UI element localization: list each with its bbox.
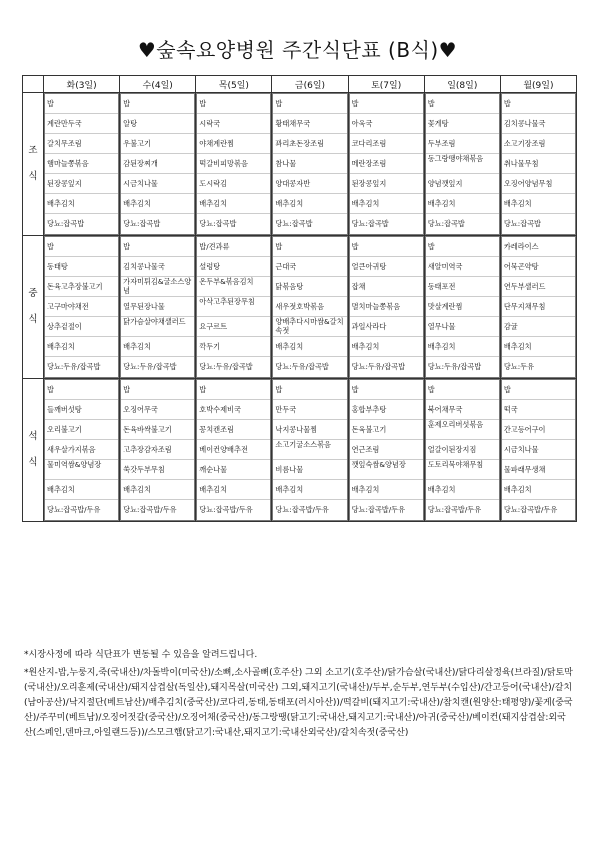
menu-item: 연근조림	[350, 440, 423, 460]
menu-item: 당뇨:잡곡밥/두유	[275, 505, 329, 515]
menu-item: 도시락김	[197, 174, 270, 194]
meal-label-char: 식	[28, 314, 38, 325]
menu-item: 밥	[121, 237, 194, 257]
menu-item: 떡갈비피망볶음	[197, 154, 270, 174]
menu-item: 갈치무조림	[45, 134, 118, 154]
day-header: 월(9일)	[500, 76, 576, 93]
menu-item: 두부조림	[426, 134, 499, 154]
menu-item: 꽁치캔조림	[197, 420, 270, 440]
menu-item: 온두부&볶음김치	[197, 277, 270, 297]
menu-item-list	[501, 93, 576, 235]
menu-item-list	[120, 379, 195, 521]
menu-item: 김치콩나물국	[121, 257, 194, 277]
menu-item: 밥	[197, 94, 270, 114]
menu-item-list	[196, 236, 271, 378]
menu-item: 고구마야채전	[45, 297, 118, 317]
menu-item: 밥	[350, 380, 423, 400]
menu-cell	[348, 236, 424, 379]
day-header: 목(5일)	[196, 76, 272, 93]
menu-item: 낙지콩나물찜	[273, 420, 346, 440]
menu-item-list	[272, 236, 347, 378]
menu-item: 배추김치	[426, 337, 499, 357]
menu-item: 깻잎숙쌈&양념장	[350, 460, 423, 480]
menu-item-list	[272, 379, 347, 521]
menu-item: 당뇨:두유/잡곡밥	[351, 362, 406, 372]
menu-item: 밥/견과류	[197, 237, 270, 257]
schedule-change-note: *시장사정에 따라 식단표가 변동될 수 있음을 알려드립니다.	[24, 650, 258, 660]
menu-item: 배추김치	[502, 194, 575, 214]
menu-item: 배추김치	[273, 337, 346, 357]
menu-item: 닭볶음탕	[273, 277, 346, 297]
menu-item: 감된장찌개	[121, 154, 194, 174]
menu-item: 밥	[197, 380, 270, 400]
menu-cell	[196, 379, 272, 522]
menu-item-list	[501, 379, 576, 521]
menu-item: 단무지채무침	[502, 297, 575, 317]
menu-item: 감귤	[502, 317, 575, 337]
menu-item: 취나물무침	[502, 154, 575, 174]
menu-item: 시락국	[197, 114, 270, 134]
menu-item: 맛살계란찜	[426, 297, 499, 317]
menu-item: 깍두기	[197, 337, 270, 357]
menu-item: 참나물	[273, 154, 346, 174]
menu-item: 배추김치	[273, 194, 346, 214]
menu-item: 햄마늘쫑볶음	[45, 154, 118, 174]
menu-item-list	[425, 93, 500, 235]
menu-item: 황태채무국	[273, 114, 346, 134]
menu-item-list	[501, 236, 576, 378]
menu-item: 물파래무생채	[502, 460, 575, 480]
day-header: 화(3일)	[44, 76, 120, 93]
menu-item: 배추김치	[350, 337, 423, 357]
menu-item: 홍합부추탕	[350, 400, 423, 420]
day-header-row	[23, 76, 577, 93]
menu-item: 밥	[426, 94, 499, 114]
menu-item: 잡채	[350, 277, 423, 297]
menu-item: 배추김치	[426, 480, 499, 500]
meal-label	[23, 379, 44, 522]
menu-item: 당뇨:잡곡밥/두유	[351, 505, 406, 515]
menu-item: 깨순나물	[197, 460, 270, 480]
menu-item: 새우살가지볶음	[45, 440, 118, 460]
menu-item: 배추김치	[502, 480, 575, 500]
menu-item: 물미역쌈&양념장	[45, 460, 118, 480]
menu-item: 베이컨양배추전	[197, 440, 270, 460]
menu-item: 당뇨:두유	[503, 362, 535, 372]
menu-item: 메란장조림	[350, 154, 423, 174]
menu-item: 연두부샐러드	[502, 277, 575, 297]
menu-item: 비름나물	[273, 460, 346, 480]
menu-item: 밥	[45, 237, 118, 257]
menu-item: 당뇨:두유/잡곡밥	[275, 362, 329, 372]
menu-item-list	[196, 379, 271, 521]
menu-item: 호박수제비국	[197, 400, 270, 420]
menu-item: 훈제오리버섯볶음	[426, 420, 499, 440]
menu-item: 소고기장조림	[502, 134, 575, 154]
menu-item: 배추김치	[121, 194, 194, 214]
meal-label	[23, 236, 44, 379]
menu-item: 근대국	[273, 257, 346, 277]
menu-item: 아삭고추된장무침	[197, 297, 270, 317]
meal-row	[23, 236, 577, 379]
menu-item: 배추김치	[350, 194, 423, 214]
menu-item: 가자미튀김&굴소스양념	[121, 277, 194, 297]
menu-item: 배추김치	[121, 480, 194, 500]
menu-item: 열무된장나물	[121, 297, 194, 317]
origin-note: *원산지-밥,누룽지,죽(국내산)/차돌박이(미국산)/소뼈,소사골뼈(호주산) 그외 소고기(호주산)/닭가슴살(국내산)/닭다리살정육(브라질)/닭토막(국내산)/오리훈제(국내산)/돼지삼겹살(독일산),돼지목살(미국산) 그외,돼지고기(국내산)/두부,순두부,연두부(수입산)/간고등어(국내산)/갈치(남아공산)/낙지절단(베트남산)/배추김치(중국산)/코다리,동태,동태포(러시아산))/떡갈비(돼지고기:국내산)/참치캔(원양산:태평양)/꽃게(중국산)/주꾸미(베트남)/오징어젓갈(중국산)/오징어채(중국산)/동그랑땡(닭고기:국내산,돼지고기:국내산)/아귀(중국산)/베이컨(돼지삼겹살:외국산(스페인,덴마크,아일랜드등))/스모크햄(닭고기:국내산,돼지고기:국내산외국산)/갈치속젓(중국산)	[24, 668, 573, 738]
menu-item-list	[425, 379, 500, 521]
menu-item: 요구르트	[197, 317, 270, 337]
menu-item: 밥	[121, 94, 194, 114]
menu-item: 당뇨:잡곡밥/두유	[503, 505, 558, 515]
menu-item: 밥	[273, 380, 346, 400]
menu-item: 배추김치	[273, 480, 346, 500]
menu-item: 북어채무국	[426, 400, 499, 420]
menu-item: 밥	[350, 237, 423, 257]
menu-cell	[120, 236, 196, 379]
menu-item: 돈육바싹불고기	[121, 420, 194, 440]
menu-cell	[196, 236, 272, 379]
menu-item: 코다리조림	[350, 134, 423, 154]
menu-item: 밥	[121, 380, 194, 400]
menu-item: 동그랑땡야채볶음	[426, 154, 499, 174]
menu-item: 밥	[502, 94, 575, 114]
menu-item: 간고등어구이	[502, 420, 575, 440]
menu-item-list	[425, 236, 500, 378]
menu-cell	[424, 236, 500, 379]
menu-item-list	[272, 93, 347, 235]
menu-item: 카레라이스	[502, 237, 575, 257]
menu-item-list	[44, 236, 119, 378]
menu-item: 들깨버섯탕	[45, 400, 118, 420]
menu-item: 동태탕	[45, 257, 118, 277]
menu-item: 소고기굴소스볶음	[273, 440, 346, 460]
menu-item: 양념깻잎지	[426, 174, 499, 194]
menu-cell	[272, 236, 348, 379]
weekly-menu-table	[22, 75, 577, 522]
menu-item: 배추김치	[197, 480, 270, 500]
menu-item: 당뇨:잡곡밥	[351, 219, 389, 229]
menu-item: 고추장감자조림	[121, 440, 194, 460]
menu-item: 동태포전	[426, 277, 499, 297]
menu-item: 당뇨:잡곡밥	[503, 219, 541, 229]
menu-item-list	[196, 93, 271, 235]
menu-item: 상추겉절이	[45, 317, 118, 337]
menu-cell	[120, 379, 196, 522]
menu-item: 오징어양념무침	[502, 174, 575, 194]
menu-item: 밥	[426, 380, 499, 400]
day-header: 수(4일)	[120, 76, 196, 93]
menu-item: 밥	[273, 237, 346, 257]
menu-item: 당뇨:두유/잡곡밥	[427, 362, 482, 372]
menu-cell	[44, 379, 120, 522]
menu-item: 알탕	[121, 114, 194, 134]
menu-item: 도토리묵야채무침	[426, 460, 499, 480]
menu-item: 꽈리초돈장조림	[273, 134, 346, 154]
menu-item: 배추김치	[426, 194, 499, 214]
meal-label-char: 석	[28, 431, 38, 442]
meal-label-char: 식	[28, 457, 38, 468]
menu-item: 얼갈이된장지짐	[426, 440, 499, 460]
menu-cell	[424, 93, 500, 236]
menu-cell	[424, 379, 500, 522]
day-header: 일(8일)	[424, 76, 500, 93]
menu-item: 얼큰아귀탕	[350, 257, 423, 277]
menu-item: 당뇨:잡곡밥	[47, 219, 85, 229]
menu-item: 당뇨:두유/잡곡밥	[199, 362, 253, 372]
menu-item: 당뇨:잡곡밥/두유	[123, 505, 177, 515]
meal-label-char: 조	[28, 145, 38, 156]
menu-item-list	[120, 236, 195, 378]
menu-item-list	[44, 379, 119, 521]
menu-item: 밥	[350, 94, 423, 114]
menu-item: 돈육고추장불고기	[45, 277, 118, 297]
menu-item-list	[120, 93, 195, 235]
menu-cell	[348, 93, 424, 236]
notes	[24, 648, 574, 744]
menu-item: 당뇨:두유/잡곡밥	[47, 362, 101, 372]
menu-item: 우불고기	[121, 134, 194, 154]
day-header: 금(6일)	[272, 76, 348, 93]
menu-item: 멸치마늘쫑볶음	[350, 297, 423, 317]
menu-item-list	[349, 93, 424, 235]
menu-cell	[120, 93, 196, 236]
menu-item: 배추김치	[350, 480, 423, 500]
menu-item: 배추김치	[45, 480, 118, 500]
menu-item: 꽃게탕	[426, 114, 499, 134]
menu-item: 오리불고기	[45, 420, 118, 440]
menu-item: 아욱국	[350, 114, 423, 134]
menu-item: 설렁탕	[197, 257, 270, 277]
menu-item: 당뇨:잡곡밥	[199, 219, 237, 229]
menu-item: 당뇨:잡곡밥	[275, 219, 313, 229]
menu-item: 밥	[45, 94, 118, 114]
menu-cell	[348, 379, 424, 522]
menu-item: 당뇨:잡곡밥/두유	[47, 505, 101, 515]
menu-item: 새우젓호박볶음	[273, 297, 346, 317]
menu-item-list	[44, 93, 119, 235]
page-title: ♥숲속요양병원 주간식단표 (B식)♥	[137, 38, 458, 62]
menu-item: 시금치나물	[121, 174, 194, 194]
menu-item: 밥	[273, 94, 346, 114]
meal-row	[23, 379, 577, 522]
menu-item-list	[349, 236, 424, 378]
menu-item: 당뇨:잡곡밥	[427, 219, 465, 229]
menu-item: 된장콩잎지	[45, 174, 118, 194]
menu-item-list	[349, 379, 424, 521]
menu-cell	[272, 93, 348, 236]
menu-cell	[44, 236, 120, 379]
day-header: 토(7일)	[348, 76, 424, 93]
menu-item: 배추김치	[45, 194, 118, 214]
menu-item: 배추김치	[121, 337, 194, 357]
menu-cell	[44, 93, 120, 236]
meal-row	[23, 93, 577, 236]
menu-item: 배추김치	[45, 337, 118, 357]
menu-item: 새알미역국	[426, 257, 499, 277]
menu-cell	[500, 236, 576, 379]
menu-item: 야채계란찜	[197, 134, 270, 154]
menu-item: 배추김치	[197, 194, 270, 214]
menu-item: 어묵곤약탕	[502, 257, 575, 277]
menu-item: 된장콩잎지	[350, 174, 423, 194]
menu-cell	[196, 93, 272, 236]
meal-label	[23, 93, 44, 236]
meal-label-char: 중	[28, 288, 38, 299]
menu-cell	[272, 379, 348, 522]
menu-item: 떡국	[502, 400, 575, 420]
menu-item: 시금치나물	[502, 440, 575, 460]
menu-cell	[500, 93, 576, 236]
menu-item: 당뇨:잡곡밥	[123, 219, 161, 229]
menu-item: 배추김치	[502, 337, 575, 357]
menu-item: 당뇨:잡곡밥/두유	[199, 505, 253, 515]
menu-item: 만두국	[273, 400, 346, 420]
menu-item: 당뇨:잡곡밥/두유	[427, 505, 482, 515]
menu-item: 과일사라다	[350, 317, 423, 337]
menu-item: 당뇨:두유/잡곡밥	[123, 362, 177, 372]
menu-item: 밥	[426, 237, 499, 257]
menu-item: 열무나물	[426, 317, 499, 337]
header-corner	[23, 76, 44, 93]
menu-item: 양대콩자반	[273, 174, 346, 194]
menu-item: 계란만두국	[45, 114, 118, 134]
menu-item: 돈육불고기	[350, 420, 423, 440]
menu-item: 양배추다시마쌈&갈치속젓	[273, 317, 346, 337]
menu-item: 오징어무국	[121, 400, 194, 420]
menu-item: 밥	[502, 380, 575, 400]
menu-item: 닭가슴살야채샐러드	[121, 317, 194, 337]
menu-item: 밥	[45, 380, 118, 400]
menu-cell	[500, 379, 576, 522]
menu-item: 쑥갓두부무침	[121, 460, 194, 480]
menu-item: 김치콩나물국	[502, 114, 575, 134]
meal-label-char: 식	[28, 171, 38, 182]
